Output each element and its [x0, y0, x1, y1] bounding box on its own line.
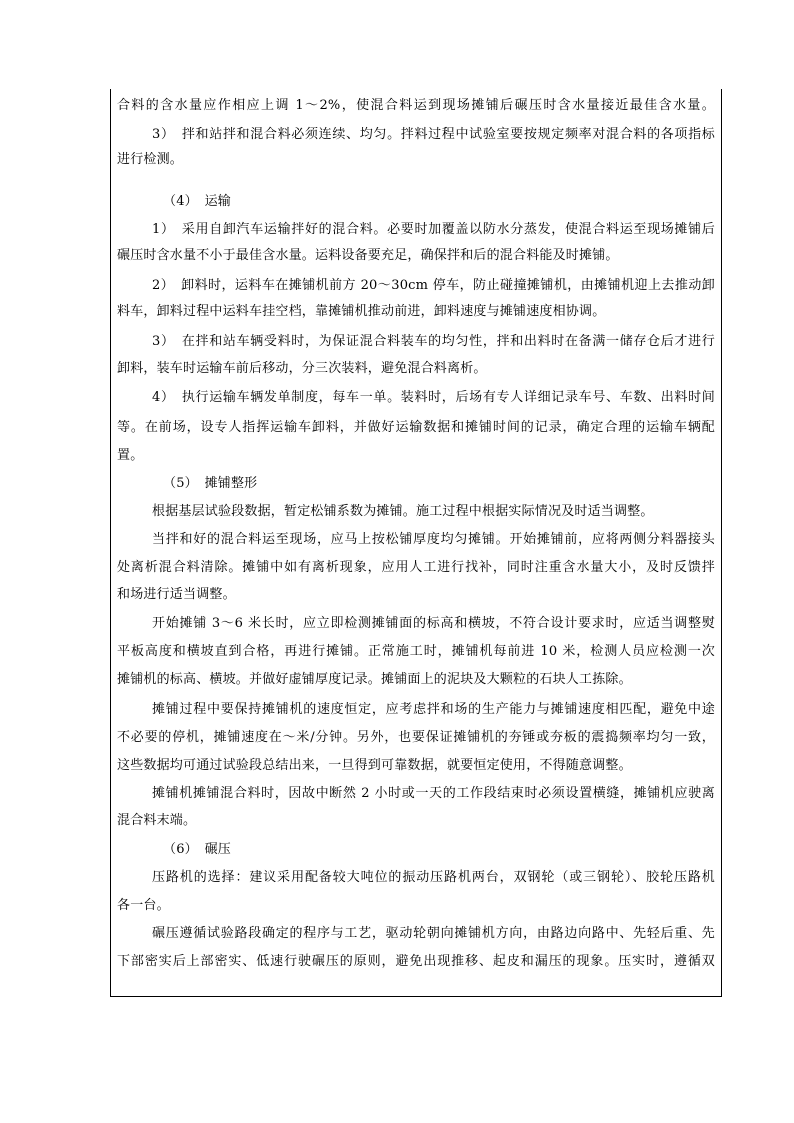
text-line: 摊铺机摊铺混合料时，因故中断然 2 小时或一天的工作段结束时必须设置横缝，摊铺机应驶离	[152, 786, 715, 801]
text-line: 碾压时含水量不小于最佳含水量。运料设备要充足，确保拌和后的混合料能及时摊铺。	[117, 248, 619, 263]
text-line: 等。在前场，设专人指挥运输车卸料，并做好运输数据和摊铺时间的记录，确定合理的运输车辆配	[117, 420, 715, 435]
text-line: 压路机的选择：建议采用配备较大吨位的振动压路机两台，双钢轮（或三钢轮）、胶轮压路机	[152, 870, 715, 885]
text-line: 置。	[117, 448, 144, 463]
text-line: 摊铺过程中要保持摊铺机的速度恒定，应考虑拌和场的生产能力与摊铺速度相匹配，避免中途	[152, 702, 715, 717]
text-line: 不必要的停机，摊铺速度在～米/分钟。另外，也要保证摊铺机的夯锤或夯板的震捣频率均匀一致，	[117, 730, 715, 745]
text-line: 3） 拌和站拌和混合料必须连续、均匀。拌料过程中试验室要按规定频率对混合料的各项指标	[152, 127, 715, 142]
section-heading-paving: （5） 摊铺整形	[163, 476, 258, 491]
text-line: 3） 在拌和站车辆受料时，为保证混合料装车的均匀性，拌和出料时在备满一储存仓后才进行	[152, 334, 715, 349]
text-line: 和场进行适当调整。	[117, 587, 236, 602]
text-line: 根据基层试验段数据，暂定松铺系数为摊铺。施工过程中根据实际情况及时适当调整。	[152, 504, 654, 519]
text-line: 料车，卸料过程中运料车挂空档，靠摊铺机推动前进，卸料速度与摊铺速度相协调。	[117, 304, 606, 319]
text-line: 开始摊铺 3～6 米长时，应立即检测摊铺面的标高和横坡，不符合设计要求时，应适当调整熨	[152, 616, 715, 631]
text-line: 处离析混合料清除。摊铺中如有离析现象，应用人工进行找补，同时注重含水量大小，及时反馈拌	[117, 560, 715, 575]
document-frame	[110, 89, 722, 997]
text-line: 1） 采用自卸汽车运输拌好的混合料。必要时加覆盖以防水分蒸发，使混合料运至现场摊铺后	[152, 222, 715, 237]
text-line: 各一台。	[117, 898, 170, 913]
text-line: 平板高度和横坡直到合格，再进行摊铺。正常施工时，摊铺机每前进 10 米，检测人员应检测一次	[117, 644, 715, 659]
section-heading-transport: （4） 运输	[163, 194, 231, 209]
text-line: 混合料末端。	[117, 813, 197, 828]
section-heading-compaction: （6） 碾压	[163, 842, 231, 857]
text-line: 进行检测。	[117, 152, 184, 167]
text-line: 当拌和好的混合料运至现场，应马上按松铺厚度均匀摊铺。开始摊铺前，应将两侧分料器接头	[152, 532, 715, 547]
text-line: 下部密实后上部密实、低速行驶碾压的原则，避免出现推移、起皮和漏压的现象。压实时，遵循双	[117, 954, 715, 969]
text-line: 摊铺机的标高、横坡。并做好虚铺厚度记录。摊铺面上的泥块及大颗粒的石块人工拣除。	[117, 672, 632, 687]
text-line: 碾压遵循试验路段确定的程序与工艺，驱动轮朝向摊铺机方向，由路边向路中、先轻后重、先	[152, 926, 715, 941]
text-line: 卸料，装车时运输车前后移动，分三次装料，避免混合料离析。	[117, 361, 487, 376]
text-line: 4） 执行运输车辆发单制度，每车一单。装料时，后场有专人详细记录车号、车数、出料时间	[152, 390, 715, 405]
text-line: 2） 卸料时，运料车在摊铺机前方 20～30cm 停车，防止碰撞摊铺机，由摊铺机迎上去推动卸	[152, 278, 715, 293]
text-line: 合料的含水量应作相应上调 1～2%，使混合料运到现场摊铺后碾压时含水量接近最佳含水量。	[117, 98, 715, 113]
text-line: 这些数据均可通过试验段总结出来，一旦得到可靠数据，就要恒定使用，不得随意调整。	[117, 758, 632, 773]
